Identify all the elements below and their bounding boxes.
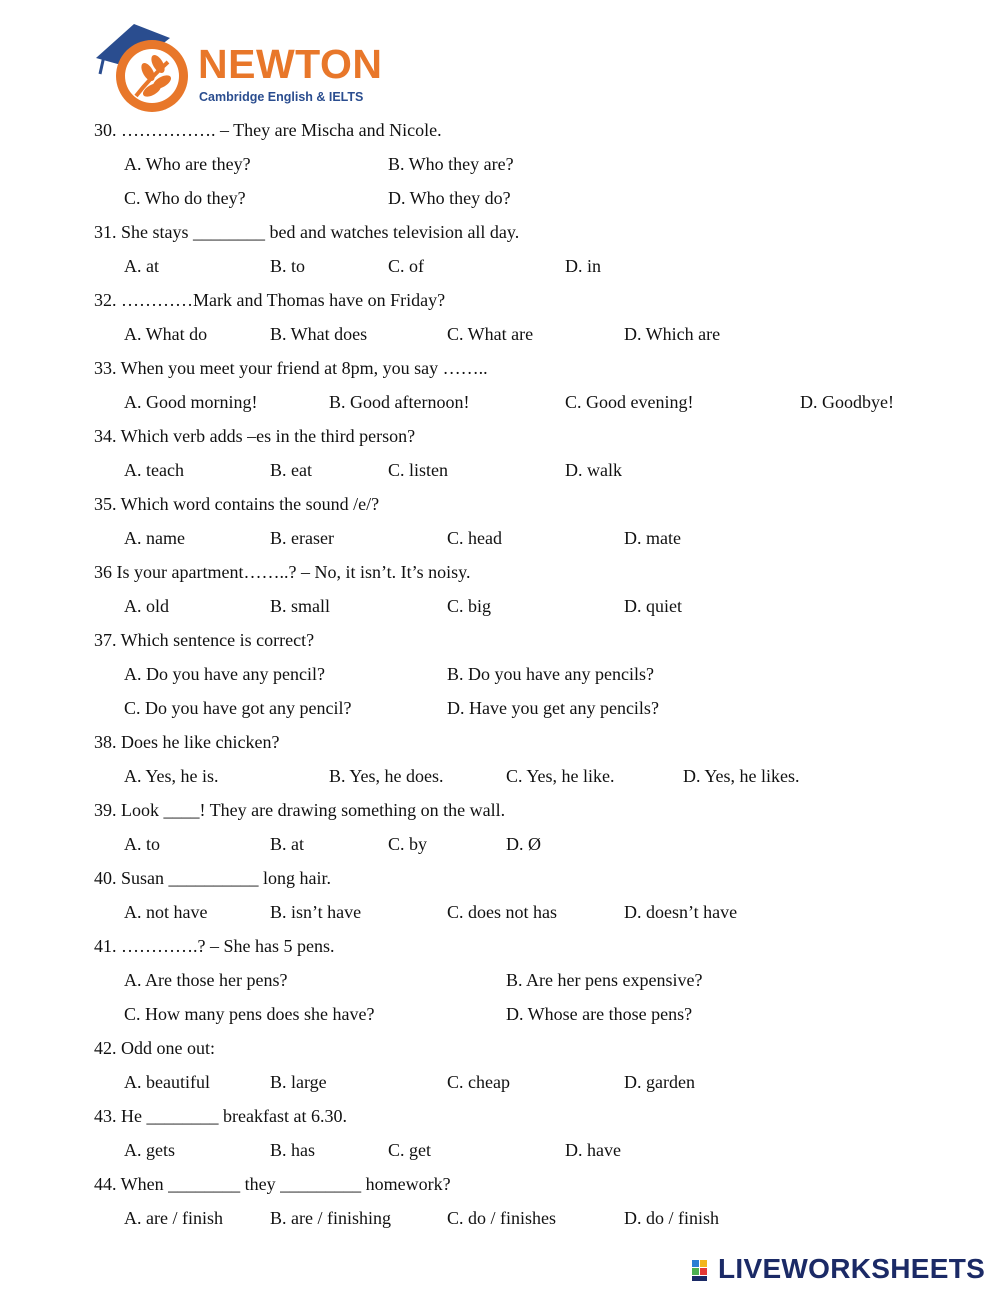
option-a: A. Do you have any pencil?: [124, 664, 325, 684]
option-d: D. Have you get any pencils?: [447, 698, 659, 718]
option-c: C. do / finishes: [447, 1208, 557, 1228]
option-a: A. beautiful: [124, 1072, 210, 1092]
option-d: D. Which are: [624, 324, 721, 344]
question-30: 30. ……………. – They are Mischa and Nicole.: [94, 120, 442, 140]
option-c: C. get: [388, 1140, 431, 1160]
option-d: D. Who they do?: [388, 188, 511, 208]
question-32: 32. …………Mark and Thomas have on Friday?: [94, 290, 446, 310]
option-c: C. Do you have got any pencil?: [124, 698, 352, 718]
option-b: B. Who they are?: [388, 154, 514, 174]
question-33: 33. When you meet your friend at 8pm, you say ……..: [94, 358, 488, 378]
option-c: C. big: [447, 596, 492, 616]
option-a: A. Who are they?: [124, 154, 251, 174]
question-42: 42. Odd one out:: [94, 1038, 215, 1058]
option-b: B. are / finishing: [270, 1208, 391, 1228]
question-39: 39. Look ____! They are drawing something on the wall.: [94, 800, 506, 820]
option-c: C. of: [388, 256, 424, 276]
question-44: 44. When ________ they _________ homework?: [94, 1174, 451, 1194]
question-37: 37. Which sentence is correct?: [94, 630, 315, 650]
option-d: D. do / finish: [624, 1208, 720, 1228]
option-c: C. listen: [388, 460, 449, 480]
option-b: B. eraser: [270, 528, 334, 548]
option-d: D. doesn’t have: [624, 902, 738, 922]
option-d: D. Whose are those pens?: [506, 1004, 693, 1024]
option-a: A. teach: [124, 460, 184, 480]
question-34: 34. Which verb adds –es in the third person?: [94, 426, 416, 446]
option-a: A. not have: [124, 902, 208, 922]
option-b: B. Good afternoon!: [329, 392, 470, 412]
option-a: A. Good morning!: [124, 392, 258, 412]
question-36: 36 Is your apartment……..? – No, it isn’t. It’s noisy.: [94, 562, 471, 582]
question-31: 31. She stays ________ bed and watches television all day.: [94, 222, 520, 242]
option-d: D. walk: [565, 460, 622, 480]
option-b: B. at: [270, 834, 304, 854]
question-40: 40. Susan __________ long hair.: [94, 868, 331, 888]
brand-tagline: Cambridge English & IELTS: [199, 90, 364, 104]
question-35: 35. Which word contains the sound /e/?: [94, 494, 380, 514]
option-a: A. old: [124, 596, 169, 616]
option-b: B. large: [270, 1072, 327, 1092]
brand-name: NEWTON: [198, 41, 383, 87]
option-c: C. How many pens does she have?: [124, 1004, 375, 1024]
option-c: C. Who do they?: [124, 188, 246, 208]
option-a: A. name: [124, 528, 185, 548]
option-a: A. at: [124, 256, 159, 276]
option-a: A. to: [124, 834, 160, 854]
option-b: B. Do you have any pencils?: [447, 664, 654, 684]
option-b: B. Are her pens expensive?: [506, 970, 703, 990]
option-d: D. Goodbye!: [800, 392, 894, 412]
option-a: A. Are those her pens?: [124, 970, 288, 990]
option-d: D. Yes, he likes.: [683, 766, 800, 786]
option-a: A. gets: [124, 1140, 175, 1160]
option-b: B. What does: [270, 324, 368, 344]
option-b: B. Yes, he does.: [329, 766, 444, 786]
option-a: A. What do: [124, 324, 208, 344]
option-a: A. are / finish: [124, 1208, 223, 1228]
option-c: C. Good evening!: [565, 392, 694, 412]
option-b: B. to: [270, 256, 306, 276]
option-d: D. in: [565, 256, 601, 276]
option-c: C. head: [447, 528, 502, 548]
option-c: C. does not has: [447, 902, 557, 922]
option-c: C. Yes, he like.: [506, 766, 615, 786]
option-d: D. quiet: [624, 596, 682, 616]
option-b: B. eat: [270, 460, 312, 480]
option-b: B. small: [270, 596, 331, 616]
option-d: D. mate: [624, 528, 681, 548]
option-d: D. garden: [624, 1072, 695, 1092]
option-b: B. has: [270, 1140, 315, 1160]
option-c: C. What are: [447, 324, 534, 344]
option-c: C. cheap: [447, 1072, 510, 1092]
option-d: D. have: [565, 1140, 621, 1160]
option-d: D. Ø: [506, 834, 541, 854]
question-43: 43. He ________ breakfast at 6.30.: [94, 1106, 347, 1126]
option-b: B. isn’t have: [270, 902, 362, 922]
question-41: 41. ………….? – She has 5 pens.: [94, 936, 335, 956]
liveworksheets-logo: LIVEWORKSHEETS: [718, 1253, 986, 1284]
option-a: A. Yes, he is.: [124, 766, 219, 786]
option-c: C. by: [388, 834, 428, 854]
question-38: 38. Does he like chicken?: [94, 732, 280, 752]
